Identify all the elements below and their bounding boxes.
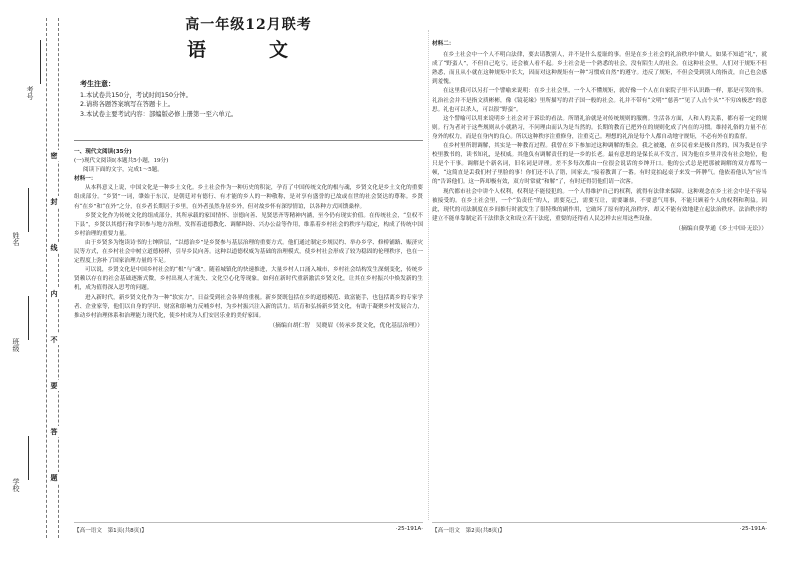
seal-char: 不: [50, 336, 59, 343]
school-label: 学校: [12, 478, 20, 492]
passage-paragraph: 乡贤文化作为传统文化的组成部分，其所承载的家国情怀、崇德向善、见贤思齐等精神内涵，至今仍有现实价值。在传统社会，“皇权不下县”，乡贤以其德行和学识参与地方治理，发挥着道德教化、调解纠纷、兴办公益等作用，维系着乡村社会的秩序与稳定，构成了传统中国乡村治理的重要力量。: [74, 212, 423, 237]
source-citation: （摘编自费孝通《乡土中国·无讼》）: [675, 225, 767, 232]
footer-rule: [74, 522, 423, 523]
seal-char: 封: [50, 198, 59, 205]
passage-paragraph: 可以说，乡贤文化是中国乡村社会的“根”与“魂”。随着城镇化的快速推进，大量乡村人口涌入城市，乡村社会结构发生深刻变化，传统乡贤赖以存在的社会基础逐渐式微，乡村出现人才流失、文化空心化等现象。如何在新时代重新激活乡贤文化，让其在乡村振兴中焕发新的生机，成为值得深入思考的问题。: [74, 267, 423, 292]
class-label: 班级: [12, 338, 20, 352]
exam-code: ·25-191A·: [739, 526, 767, 532]
seal-char: 题: [50, 474, 59, 481]
left-body: [74, 148, 423, 331]
name-write-line: [28, 188, 29, 232]
column-divider: [428, 30, 429, 520]
binding-margin: [0, 0, 72, 561]
cut-line-outer: [46, 18, 47, 538]
passage-paragraph: 从本科意义上说，中国文化是一种乡土文化。乡土社会作为一种历史的积淀，孕育了中国传统文化的根与魂，乡贤文化是乡土文化的重要组成部分。“乡贤”一词，肇始于东汉，是朝廷对有德行、有才能的乡人的一种敬称，是对享有盛誉的已故或在世的社会贤达的尊称。乡贤有“在乡”和“在外”之分，在乡者长期居于乡里，在外者虽然身居乡外，但对故乡怀有深厚情谊，以各种方式回馈桑梓。: [74, 185, 423, 210]
source-citation: （摘编自胡仁智 吴晓眉《传承乡贤文化，优化基层治理》）: [269, 322, 423, 329]
school-write-line: [28, 436, 29, 480]
subject-title: 语 文: [186, 39, 310, 61]
passage-paragraph: 在这里我可以另打一个譬喻来说明：在乡土社会里，一个人不懂规矩，就好像一个人在自家院子里不认识路一样，那是可笑的事。礼治社会并不是指文质彬彬，像《镜花缘》里所描写的君子国一般的社会。礼并不带有“文明”“慈善”“见了人点个头”“不穷凶极恶”的意思。礼也可以杀人，可以很“野蛮”。: [432, 88, 767, 113]
page-number: 【高一语文 第1页(共8页)】: [74, 528, 148, 534]
exam-number-write-line: [40, 40, 41, 84]
passage-paragraph: 进入新时代，新乡贤文化作为一种“软实力”，日益受到社会各界的重视。新乡贤既包括在乡的道德模范、致富能手，也包括离乡的专家学者、企业家等，他们以自身的学识、财富和影响力反哺乡村，为乡村振兴注入新的活力。培育和弘扬新乡贤文化，有助于凝聚乡村发展合力，推动乡村治理体系和治理能力现代化，使乡村成为人们安居乐业的美好家园。: [74, 294, 423, 319]
cut-line-inner: [58, 18, 59, 538]
seal-char: 要: [50, 382, 59, 389]
notice-item: 3.本试卷主要考试内容：部编版必修上册第一至六单元。: [80, 110, 238, 118]
section-divider: [74, 140, 423, 141]
exam-number-label: 考号: [26, 86, 34, 100]
exam-code: ·25-191A·: [395, 526, 423, 532]
seal-char: 内: [50, 290, 59, 297]
exam-notice: [80, 80, 410, 119]
passage-paragraph: 由于乡贤多为饱读诗书的士绅阶层，“以德治乡”是乡贤参与基层治理的重要方式。他们通过制定乡规民约、举办乡学、修桥铺路、赈济灾民等方式，在乡村社会中树立道德榜样，引导乡民向善。这种以道德权威为基础的治理模式，使乡村社会形成了较为稳固的伦理秩序，也在一定程度上弥补了国家治理力量的不足。: [74, 239, 423, 265]
passage-paragraph: 在乡村里所谓调解，其实是一种教育过程。我曾在乡下参加过这种调解的集会。我之被邀，在乡民看来是极自然的，因为我是在学校里教书的，读书知礼，是权威。其他负有调解责任的是一乡的长老。最有意思的是保长从不发言，因为他在乡里并没有社会地位，他只是个干事。调解是个新名词，旧名词是评理。差不多每次都由一位很会说话的乡绅开口。他的公式总是把那被调解的双方都骂一顿，“这简直是丢我们村子里脸的事！你们还不认了错，回家去。”接着教训了一番。有时竟拍起桌子来发一阵脾气。他依着他认为“应当的”告诉他们。这一阵却极有效，双方时常就“和解”了，有时还得罚他们请一次客。: [432, 143, 767, 186]
page-number: 【高一语文 第2页(共8页)】: [432, 528, 506, 534]
seal-char: 答: [50, 428, 59, 435]
class-write-line: [28, 296, 29, 340]
notice-heading: 考生注意：: [80, 80, 115, 88]
subsection-heading: (一)现代文阅读Ⅰ(本题共5小题，19分): [74, 158, 169, 165]
notice-item: 2.请将各题答案填写在答题卡上。: [80, 101, 175, 108]
notice-item: 1.本试卷共150分，考试时间150分钟。: [80, 91, 192, 99]
exam-title: 高一年级12月联考: [185, 17, 312, 33]
passage-paragraph: 这个譬喻可以用来说明乡土社会对于诉讼的看法。所谓礼治就是对传统规则的服膺。生活各方面，人和人的关系，都有着一定的规则。行为者对于这些规则从小就熟习，不问理由而认为是当然的。长期的教育已把外在的规则化成了内在的习惯。维持礼俗的力量不在身外的权力，而是在身内的良心。所以这种秩序注重修身，注重克己。理想的礼治是每个人都自动地守规矩，不必有外在的监督。: [432, 115, 767, 140]
seal-char: 线: [50, 244, 59, 251]
footer-rule: [432, 522, 767, 523]
instruction-text: 阅读下面的文字，完成1～5题。: [83, 167, 163, 174]
right-body: [432, 40, 767, 234]
material-label: 材料一：: [74, 176, 97, 183]
material-label: 材料二：: [432, 41, 455, 47]
name-label: 姓名: [12, 232, 20, 246]
section-heading: 一、现代文阅读(35分): [74, 149, 132, 155]
passage-paragraph: 在乡土社会中一个人不明白法律，要去请教别人，并不是什么羞耻的事。但是在乡土社会的礼治秩序中做人，如果不知道“礼”，就成了“野蛮人”，不但自己吃亏，还会被人看不起。乡土社会是一个熟悉的社会，没有陌生人的社会。在这种社会里，人们对于规矩不但熟悉，而且从小就在这种规矩中长大，因而对这种规矩有一种“习惯成自然”的遵守。违反了规矩，不但会受到别人的指责，自己也会感到羞愧。: [432, 52, 767, 86]
seal-char: 密: [50, 152, 59, 159]
passage-paragraph: 现代都市社会中讲个人权利，权利是不能侵犯的。一个人得维护自己的权利，就得有法律来保障。这种观念在乡土社会中是不容易被接受的。在乡土社会里，一个“负责任”的人，需要克己，需要互让，需要谦恭，不要意气用事，不能只顾着个人的权利和利益。因此，现代的司法制度在乡间推行时就发生了很特殊的副作用，它破坏了原有的礼治秩序，却又不能有效地建立起法治秩序。法治秩序的建立不能单靠制定若干法律条文和设立若干法庭，重要的还得看人民怎样去应用这些设备。: [432, 188, 767, 222]
